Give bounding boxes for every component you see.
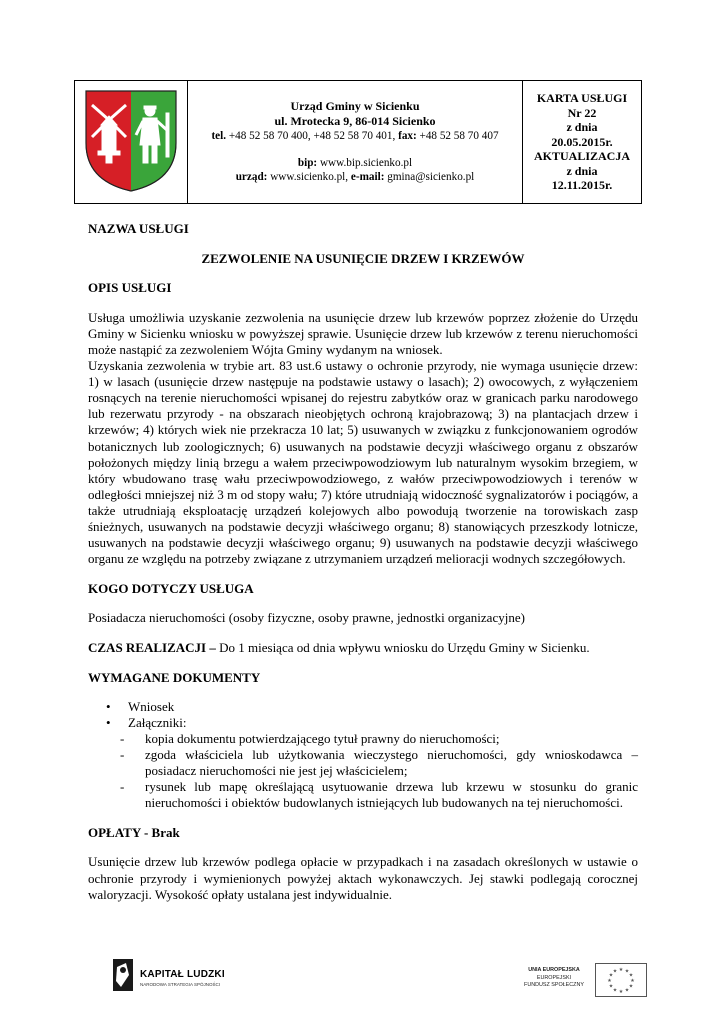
description-paragraph: Uzyskania zezwolenia w trybie art. 83 ust.6 ustawy o ochronie przyrody, nie wymaga usunięcie drzew: 1) w lasach (usunięcie drzew następuje na podstawie ustawy o lasach); 2) owocowych, z wyłączeniem rosnących na terenie nieruchomości wpisanej do rejestru zabytków oraz w granicach parku narodowego lub rezerwatu przyrody - na obszarach nieobjętych ochroną krajobrazową; 3) na plantacjach drzew i krzewów; 4) których wiek nie przekracza 10 lat; 5) usuwanych w związku z funkcjonowaniem ogrodów botanicznych lub zoologicznych; 6) usuwanych na podstawie decyzji właściwego organu z obszarów położonych między linią brzegu a wałem przeciwpowodziowym lub naturalnym wysokim brzegiem, w który wbudowano trasę wału przeciwpowodziowego, z wałów przeciwpowodziowych i terenów w odległości mniejszej niż 3 m od stopy wału; 7) które utrudniają widoczność sygnalizatorów i pociągów, a także utrudniają eksploatację urządzeń kolejowych albo powodują tworzenie na torowiskach zasp śnieżnych, usuwanych na podstawie decyzji właściwego organu; 8) stanowiących przeszkody lotnicze, usuwanych na podstawie decyzji właściwego organu; 9) usuwanych na podstawie decyzji właściwego organu ze względu na potrzeby związane z utrzymaniem urządzeń melioracji wodnych szczegółowych.: [88, 358, 638, 567]
documents-heading: WYMAGANE DOKUMENTY: [88, 669, 261, 685]
eu-line: EUROPEJSKI: [536, 974, 572, 981]
service-name-heading: NAZWA USŁUGI: [88, 221, 189, 236]
bip-line: [188, 156, 522, 171]
card-line: 20.05.2015r.: [551, 134, 613, 149]
fees-text: Usunięcie drzew lub krzewów podlega opłacie w przypadkach i na zasadach określonych w ustawie o ochronie przyrody i wymienionych powyżej aktach wykonawczych. Jej stawki podlegają corocznej waloryzacji. Wysokość opłaty ustalana jest indywidualnie.: [88, 854, 638, 902]
kapital-ludzki-emblem-icon: [110, 957, 136, 993]
svg-text:★: ★: [628, 983, 634, 990]
eu-text: [518, 967, 590, 990]
svg-text:★: ★: [624, 987, 630, 994]
card-line: AKTUALIZACJA: [533, 149, 630, 164]
time-line: [88, 640, 638, 656]
kapital-ludzki-logo: [110, 957, 240, 997]
svg-text:★: ★: [630, 978, 635, 984]
list-item: - zgoda właściciela lub użytkowania wieczystego nieruchomości, gdy wnioskodawca – posiadacz nieruchomości nie jest jej właścicielem;: [145, 747, 638, 779]
description-paragraph: Usługa umożliwia uzyskanie zezwolenia na usunięcie drzew lub krzewów poprzez złożenie do Urzędu Gminy w Sicienku wniosku w powyższej sprawie. Usunięcie drzew lub krzewów z terenu nieruchomości może nastąpić za zezwoleniem Wójta Gminy wydanym na wniosek.: [88, 309, 638, 357]
kapital-ludzki-title: KAPITAŁ LUDZKI: [140, 969, 225, 980]
crest-cell: [75, 81, 188, 204]
fax-label: fax:: [398, 130, 417, 143]
eu-line: FUNDUSZ SPOŁECZNY: [524, 982, 584, 988]
card-line: 12.11.2015r.: [551, 178, 613, 193]
office-address-cell: [188, 81, 523, 204]
kapital-ludzki-subtitle: NARODOWA STRATEGIA SPÓJNOŚCI: [140, 982, 221, 987]
eu-logo: [518, 963, 648, 999]
svg-text:★: ★: [624, 968, 630, 975]
description-heading: OPIS USŁUGI: [88, 280, 172, 296]
municipal-crest-icon: [82, 85, 180, 195]
svg-text:★: ★: [608, 983, 614, 990]
list-item: • Wniosek: [128, 699, 638, 715]
svg-text:★: ★: [612, 968, 618, 975]
svg-text:★: ★: [607, 978, 612, 984]
svg-text:★: ★: [628, 972, 634, 979]
email-label: e-mail:: [350, 171, 385, 184]
tel-label: tel.: [211, 130, 227, 143]
attachments-list: [88, 731, 638, 811]
who-heading: KOGO DOTYCZY USŁUGA: [88, 580, 254, 596]
eu-flag: [595, 963, 647, 997]
svg-text:★: ★: [618, 967, 624, 973]
time-text: Do 1 miesiąca od dnia wpływu wniosku do Urzędu Gminy w Sicienku.: [215, 639, 590, 655]
service-name: ZEZWOLENIE NA USUNIĘCIE DRZEW I KRZEWÓW: [201, 250, 525, 266]
tel-value: +48 52 58 70 400, +48 52 58 70 401,: [228, 130, 396, 143]
document-body: [88, 221, 638, 903]
list-item: • Załączniki:: [128, 715, 638, 731]
email-link[interactable]: gmina@sicienko.pl: [387, 171, 475, 184]
fax-value: +48 52 58 70 407: [419, 130, 499, 143]
who-text: Posiadacza nieruchomości (osoby fizyczne, osoby prawne, jednostki organizacyjne): [88, 610, 525, 626]
urzad-label: urząd:: [235, 171, 268, 184]
service-card-cell: [523, 81, 642, 204]
fees-heading: OPŁATY - Brak: [88, 824, 180, 840]
card-line: Nr 22: [567, 105, 597, 120]
eu-stars-icon: [596, 964, 646, 996]
website-link[interactable]: www.sicienko.pl,: [270, 171, 349, 184]
eu-line: UNIA EUROPEJSKA: [528, 967, 580, 973]
web-email-line: [188, 170, 522, 185]
card-line: KARTA USŁUGI: [536, 91, 628, 106]
svg-text:★: ★: [608, 972, 614, 979]
office-name: Urząd Gminy w Sicienku: [290, 99, 420, 114]
office-address: ul. Mrotecka 9, 86-014 Sicienko: [274, 114, 436, 129]
list-item: - rysunek lub mapę określającą usytuowanie drzewa lub krzewu w stosunku do granic nieruchomości i obiektów budowlanych istniejących lub budowanych na tej nieruchomości.: [145, 779, 638, 811]
card-line: z dnia: [566, 163, 598, 178]
list-item: - kopia dokumentu potwierdzającego tytuł prawny do nieruchomości;: [145, 731, 638, 747]
bip-label: bip:: [297, 156, 318, 169]
phone-line: [188, 129, 522, 144]
svg-text:★: ★: [618, 989, 624, 995]
header-table: [74, 80, 642, 204]
card-line: z dnia: [566, 120, 598, 135]
bip-link[interactable]: www.bip.sicienko.pl: [319, 156, 413, 169]
svg-text:★: ★: [612, 987, 618, 994]
time-heading: CZAS REALIZACJI –: [88, 639, 216, 655]
documents-list: [88, 699, 638, 731]
